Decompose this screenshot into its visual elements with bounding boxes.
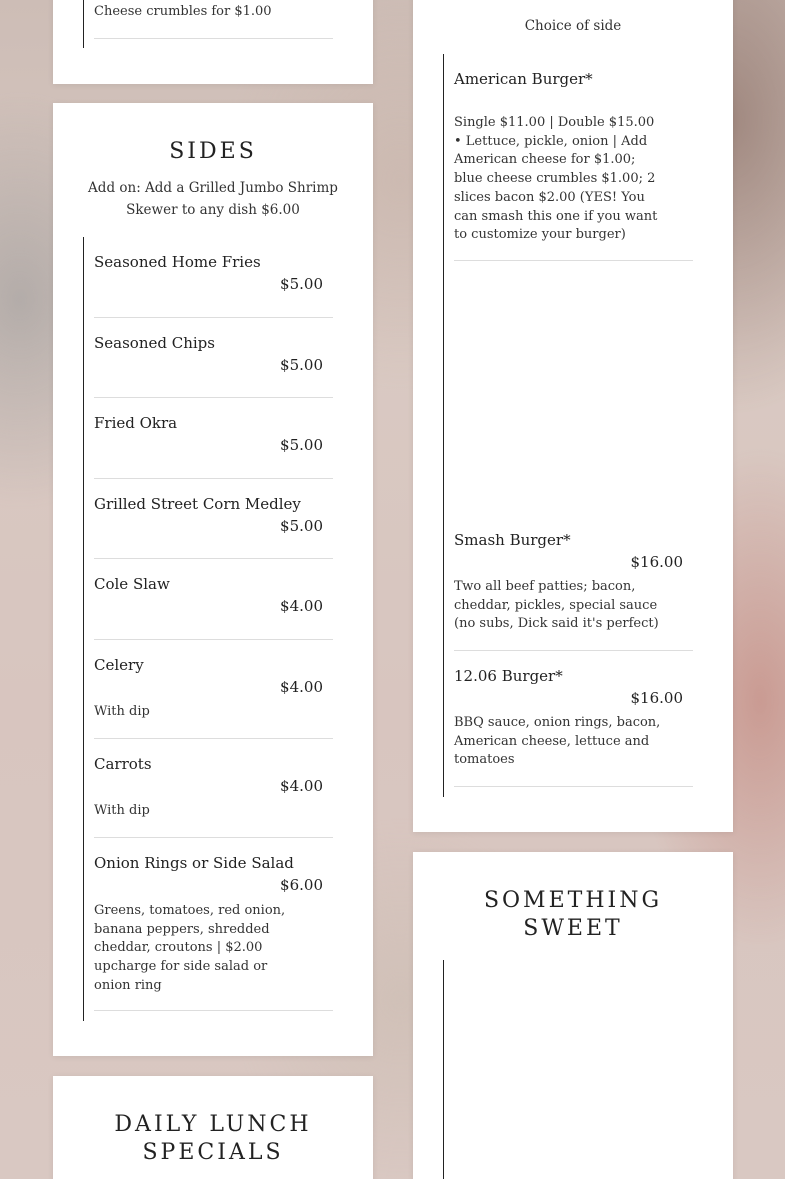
item-name: Grilled Street Corn Medley <box>94 495 301 513</box>
menu-item-celery <box>94 640 333 739</box>
item-name: Seasoned Chips <box>94 334 215 352</box>
menu-item-onion-rings-or-side-salad <box>94 838 333 1011</box>
item-price: $5.00 <box>280 517 323 535</box>
item-price: $5.00 <box>280 356 323 374</box>
section-rail <box>83 237 84 1021</box>
section-rail <box>443 54 444 797</box>
section-title: SIDES <box>169 139 257 164</box>
previous-menu-section-panel <box>53 0 373 84</box>
item-price: $4.00 <box>280 777 323 795</box>
item-price: $5.00 <box>280 436 323 454</box>
sides-panel <box>53 103 373 1056</box>
item-price: $4.00 <box>280 678 323 696</box>
menu-item-fried-okra <box>94 398 333 479</box>
menu-item-american-burger <box>454 54 693 261</box>
section-title: DAILY LUNCH SPECIALS <box>114 1112 312 1165</box>
item-description: BBQ sauce, onion rings, bacon, American cheese, lettuce and tomatoes <box>454 715 661 768</box>
section-rail <box>443 960 444 1179</box>
item-description: With dip <box>94 704 150 719</box>
section-title: SOMETHING SWEET <box>483 888 663 941</box>
menu-item-seasoned-home-fries <box>94 237 333 318</box>
menu-item-seasoned-chips <box>94 318 333 398</box>
section-rail <box>83 0 84 48</box>
item-name: Cole Slaw <box>94 575 170 593</box>
menu-item-grilled-street-corn-medley <box>94 479 333 559</box>
menu-item-12-06-burger <box>454 651 693 787</box>
item-description: Cheese crumbles for $1.00 <box>94 4 272 19</box>
menu-item-smash-burger <box>454 515 693 651</box>
item-name: Smash Burger* <box>454 531 571 549</box>
item-name: Celery <box>94 656 144 674</box>
item-name: 12.06 Burger* <box>454 667 563 685</box>
item-name: Onion Rings or Side Salad <box>94 854 294 872</box>
item-name: Carrots <box>94 755 152 773</box>
menu-item-carrots <box>94 739 333 838</box>
menu-item-cole-slaw <box>94 559 333 640</box>
burgers-panel <box>413 0 733 832</box>
item-price: $6.00 <box>280 876 323 894</box>
item-price: $5.00 <box>280 275 323 293</box>
item-price: $4.00 <box>280 597 323 615</box>
list-item <box>94 0 333 39</box>
item-description: With dip <box>94 803 150 818</box>
item-name: Fried Okra <box>94 414 178 432</box>
something-sweet-panel <box>413 852 733 1179</box>
item-name: Seasoned Home Fries <box>94 253 261 271</box>
item-description: Greens, tomatoes, red onion, banana peppers, shredded cheddar, croutons | $2.00 upcharge for side salad or onion ring <box>94 903 286 993</box>
item-price: $16.00 <box>630 689 683 707</box>
daily-lunch-specials-panel <box>53 1076 373 1179</box>
item-name: American Burger* <box>454 70 593 88</box>
item-description: Single $11.00 | Double $15.00 • Lettuce, pickle, onion | Add American cheese for $1.00; blue cheese crumbles $1.00; 2 slices bacon $2.00 (YES! You can smash this one if you want to customize your burger) <box>454 115 658 243</box>
section-subtitle: Choice of side <box>524 18 622 34</box>
item-description: Two all beef patties; bacon, cheddar, pickles, special sauce (no subs, Dick said it's perfect) <box>454 579 659 632</box>
section-subtitle: Add on: Add a Grilled Jumbo Shrimp Skewer to any dish $6.00 <box>88 180 338 218</box>
item-price: $16.00 <box>630 553 683 571</box>
